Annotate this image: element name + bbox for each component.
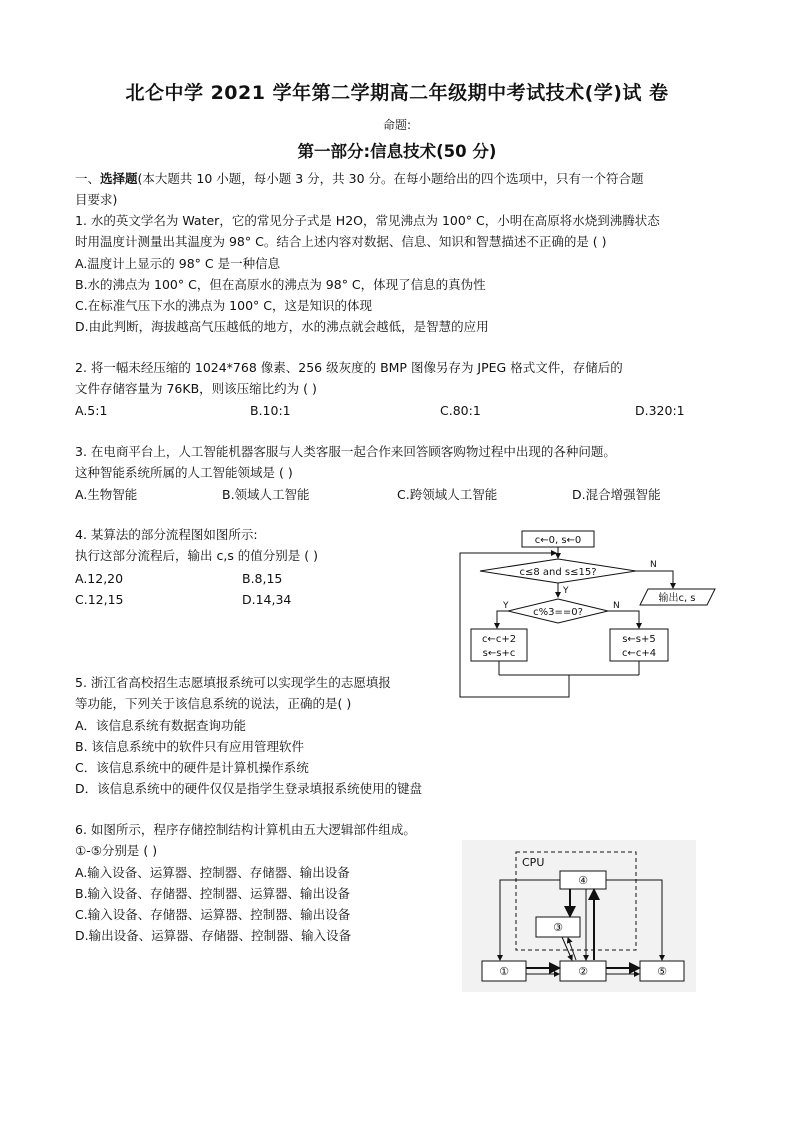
q6-option-a: A.输入设备、运算器、控制器、存储器、输出设备: [75, 865, 350, 880]
q3-stem: 3. 在电商平台上，人工智能机器客服与人类客服一起合作来回答顾客购物过程中出现的各种问题。: [75, 444, 616, 459]
q3-option-a: A.生物智能: [75, 487, 138, 502]
q4-option-b: B.8,15: [242, 571, 283, 586]
q1-option-b: B.水的沸点为 100° C，但在高原水的沸点为 98° C，体现了信息的真伪性: [75, 277, 486, 292]
author-line: 命题:: [382, 118, 412, 132]
flow-yes-1: Y: [563, 586, 569, 596]
q6-option-c: C.输入设备、存储器、运算器、控制器、输出设备: [75, 907, 351, 922]
q1-option-c: C.在标准气压下水的沸点为 100° C，这是知识的体现: [75, 298, 372, 313]
cpu-label: CPU: [522, 856, 545, 869]
q4-option-a: A.12,20: [75, 571, 124, 586]
q5-option-b: B. 该信息系统中的软件只有应用管理软件: [75, 739, 305, 754]
flow-left-line2: s←s+c: [482, 648, 516, 659]
box-2-label: ②: [578, 965, 588, 978]
q5-option-a: A．该信息系统有数据查询功能: [75, 718, 247, 733]
flow-no-2: N: [613, 601, 620, 611]
q1-option-d: D.由此判断，海拔越高气压越低的地方，水的沸点就会越低，是智慧的应用: [75, 319, 489, 334]
flow-output-text: 输出c, s: [658, 593, 696, 604]
q5-option-c: C．该信息系统中的硬件是计算机操作系统: [75, 760, 309, 775]
section-heading: [75, 171, 644, 187]
part-title: 第一部分:信息技术(50 分): [297, 142, 497, 161]
section-desc-cont: 目要求): [75, 192, 118, 207]
flow-cond1-text: c≤8 and s≤15?: [519, 567, 597, 578]
section-desc: (本大题共 10 小题，每小题 3 分，共 30 分。在每小题给出的四个选项中，只有一个符合题: [137, 171, 644, 186]
box-5-label: ⑤: [657, 965, 667, 978]
flow-right-line1: s←s+5: [622, 634, 656, 645]
q2-stem-cont: 文件存储容量为 76KB，则该压缩比约为 ( ): [75, 381, 317, 396]
q4-option-c: C.12,15: [75, 592, 124, 607]
q3-stem-cont: 这种智能系统所属的人工智能领域是 ( ): [75, 465, 293, 480]
q5-option-d: D．该信息系统中的硬件仅仅是指学生登录填报系统使用的键盘: [75, 781, 423, 796]
q5-stem-cont: 等功能，下列关于该信息系统的说法，正确的是( ): [75, 696, 352, 711]
flow-right-line2: c←c+4: [621, 648, 657, 659]
box-4-label: ④: [578, 874, 588, 887]
q2-option-c: C.80:1: [440, 403, 481, 418]
flow-cond2-text: c%3==0?: [533, 607, 583, 618]
flow-left-line1: c←c+2: [481, 634, 517, 645]
q6-stem: 6. 如图所示，程序存储控制结构计算机由五大逻辑部件组成。: [75, 822, 416, 837]
q4-option-d: D.14,34: [242, 592, 292, 607]
q2-option-a: A.5:1: [75, 403, 108, 418]
q4-stem-cont: 执行这部分流程后，输出 c,s 的值分别是 ( ): [75, 548, 319, 563]
q2-stem: 2. 将一幅未经压缩的 1024*768 像素、256 级灰度的 BMP 图像另存为 JPEG 格式文件，存储后的: [75, 360, 623, 375]
flow-no-1: N: [650, 560, 657, 570]
section-name: 选择题: [100, 171, 138, 186]
q5-stem: 5. 浙江省高校招生志愿填报系统可以实现学生的志愿填报: [75, 675, 391, 690]
box-1-label: ①: [499, 965, 509, 978]
exam-title: 北仑中学 2021 学年第二学期高二年级期中考试技术(学)试 卷: [125, 82, 669, 104]
cpu-diagram-figure: [462, 840, 696, 992]
q6-option-b: B.输入设备、存储器、控制器、运算器、输出设备: [75, 886, 351, 901]
q3-option-b: B.领域人工智能: [222, 487, 310, 502]
box-3-label: ③: [553, 921, 563, 934]
q2-option-b: B.10:1: [250, 403, 291, 418]
q6-option-d: D.输出设备、运算器、存储器、控制器、输入设备: [75, 928, 352, 943]
q3-option-c: C.跨领域人工智能: [397, 487, 498, 502]
flow-yes-2: Y: [503, 601, 509, 611]
q3-option-d: D.混合增强智能: [572, 487, 661, 502]
q2-option-d: D.320:1: [635, 403, 685, 418]
section-prefix: 一、: [75, 171, 101, 186]
q1-option-a: A.温度计上显示的 98° C 是一种信息: [75, 256, 281, 271]
flow-init-text: c←0, s←0: [534, 535, 582, 546]
q1-stem: 1. 水的英文学名为 Water，它的常见分子式是 H2O，常见沸点为 100° C，小明在高原将水烧到沸腾状态: [75, 213, 660, 228]
q6-stem-cont: ①-⑤分别是 ( ): [75, 843, 158, 858]
q1-stem-cont: 时用温度计测量出其温度为 98° C。结合上述内容对数据、信息、知识和智慧描述不正确的是 ( ): [75, 234, 607, 249]
q4-stem: 4. 某算法的部分流程图如图所示:: [75, 527, 258, 542]
flowchart-figure: [455, 525, 725, 700]
